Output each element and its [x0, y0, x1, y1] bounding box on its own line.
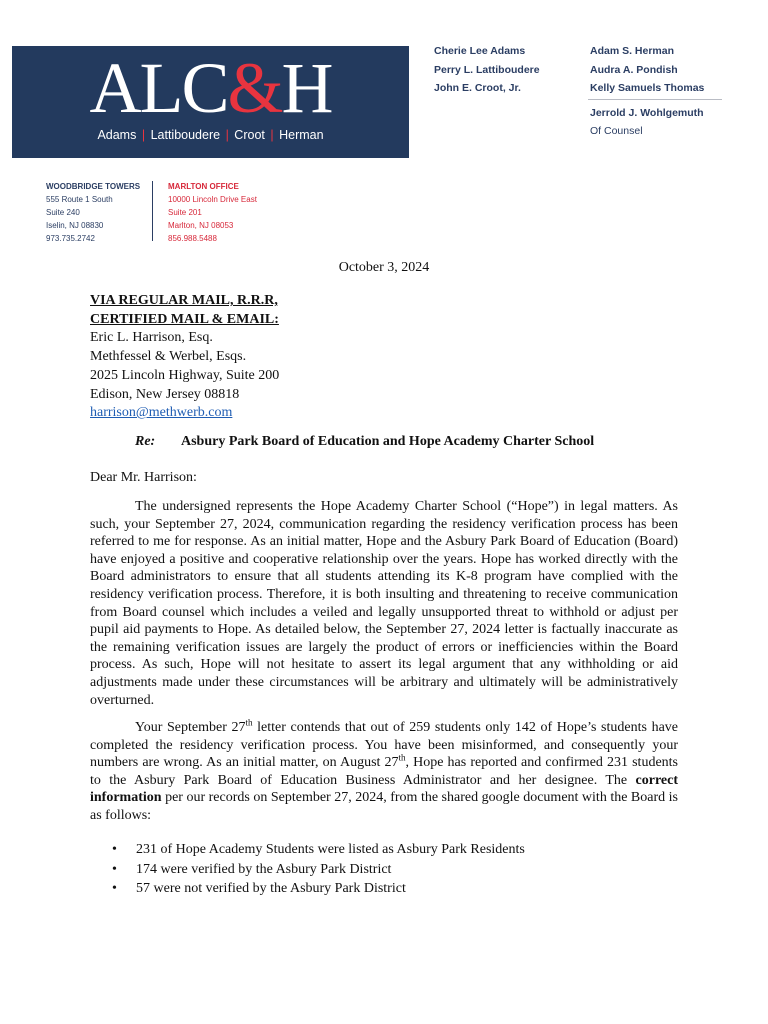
recipient-email-link[interactable]: harrison@methwerb.com [90, 405, 233, 421]
list-item: • 174 were verified by the Asbury Park District [112, 860, 525, 880]
recipient-line: 2025 Lincoln Highway, Suite 200 [90, 367, 280, 383]
office-line: 555 Route 1 South [46, 195, 113, 204]
partner-name: Adam S. Herman [590, 45, 675, 57]
subject-line [135, 434, 594, 450]
logo-name: Lattiboudere [150, 128, 221, 142]
recipient-line: Eric L. Harrison, Esq. [90, 330, 213, 346]
office-divider [152, 181, 153, 241]
office-woodbridge [46, 180, 140, 245]
subject-text: Asbury Park Board of Education and Hope Academy Charter School [181, 434, 595, 449]
firm-logo [12, 46, 409, 158]
partners-list-left [434, 42, 540, 98]
logo-monogram [12, 48, 409, 128]
logo-partner-names [12, 128, 409, 142]
logo-separator: | [225, 128, 229, 142]
delivery-method: CERTIFIED MAIL & EMAIL: [90, 311, 279, 327]
paragraph-emphasis: correct information [90, 772, 678, 806]
partner-name: Cherie Lee Adams [434, 45, 526, 57]
subject-label: Re: [135, 434, 156, 449]
partners-divider [588, 99, 722, 100]
partner-name: Audra A. Pondish [590, 63, 678, 76]
office-phone: 856.988.5488 [168, 234, 217, 243]
logo-name: Croot [234, 128, 265, 142]
paragraph-text: , Hope has reported and confirmed 231 students to the Asbury Park Board of Education Business Administrator and her designee. The [90, 755, 678, 788]
recipient-line: Edison, New Jersey 08818 [90, 386, 240, 402]
delivery-method: VIA REGULAR MAIL, R.R.R, [90, 293, 278, 308]
recipient-address [90, 292, 279, 423]
body-paragraph-2 [90, 719, 678, 825]
office-title: WOODBRIDGE TOWERS [46, 182, 141, 191]
logo-monogram-left: ALC [89, 48, 228, 128]
student-count-list [112, 840, 525, 899]
partner-name: Perry L. Lattiboudere [434, 63, 540, 76]
list-item: • 57 were not verified by the Asbury Park District [112, 879, 525, 899]
recipient-line: Methfessel & Werbel, Esqs. [90, 349, 247, 365]
ordinal-suffix: th [245, 717, 253, 728]
body-paragraph-1 [90, 498, 678, 709]
partner-name: John E. Croot, Jr. [434, 82, 521, 94]
of-counsel-label: Of Counsel [590, 125, 643, 137]
ordinal-suffix: th [398, 752, 406, 763]
partners-list-right [590, 42, 704, 98]
logo-monogram-right: H [281, 48, 332, 128]
office-title: MARLTON OFFICE [168, 182, 239, 191]
office-line: Iselin, NJ 08830 [46, 221, 104, 230]
office-marlton [168, 180, 257, 245]
logo-name: Herman [279, 128, 324, 142]
of-counsel [590, 104, 704, 140]
paragraph-text: Your September 27 [135, 720, 246, 735]
paragraph-text: letter contends that out of 259 students only 142 of Hope’s students have completed the residency verification process. You have been misinformed, and consequently your numbers are wrong. As an initial matter, on August 27 [90, 720, 678, 771]
salutation: Dear Mr. Harrison: [90, 470, 197, 485]
logo-name: Adams [97, 128, 137, 142]
office-line: Suite 201 [168, 208, 202, 217]
partner-name: Kelly Samuels Thomas [590, 82, 705, 94]
letter-date: October 3, 2024 [338, 260, 430, 275]
logo-separator: | [141, 128, 146, 142]
list-item: • 231 of Hope Academy Students were listed as Asbury Park Residents [112, 840, 525, 860]
office-line: 10000 Lincoln Drive East [168, 195, 257, 204]
logo-separator: | [270, 128, 274, 142]
office-line: Suite 240 [46, 208, 80, 217]
logo-monogram-amp: & [227, 48, 282, 128]
paragraph-text: The undersigned represents the Hope Academy Charter School (“Hope”) in legal matters. As such, your September 27, 2024, communication regarding the residency verification process has been referred to me for response. As an initial matter, Hope and the Asbury Park Board of Education (Board) have enjoyed a positive and cooperative relationship over the years. Hope has worked directly with the Board administrators to ensure that all students attending its K-8 program have complied with the residency verification process. Therefore, it is both insulting and threatening to receive communication from Board counsel which includes a veiled and legally unsupported threat to withhold or adjust per pupil aid payments to Hope. As detailed below, the September 27, 2024 letter is factually inaccurate as the remaining verification issues are largely the product of errors or inefficiencies within the Board process. As such, Hope will not hesitate to assert its legal argument that any withholding or aid adjustments made under these circumstances will be arbitrary and ultimately will be administratively overturned. [90, 499, 678, 708]
of-counsel-name: Jerrold J. Wohlgemuth [590, 107, 704, 119]
office-phone: 973.735.2742 [46, 234, 95, 243]
paragraph-text: per our records on September 27, 2024, from the shared google document with the Board is as follows: [90, 790, 678, 823]
office-line: Marlton, NJ 08053 [168, 221, 234, 230]
